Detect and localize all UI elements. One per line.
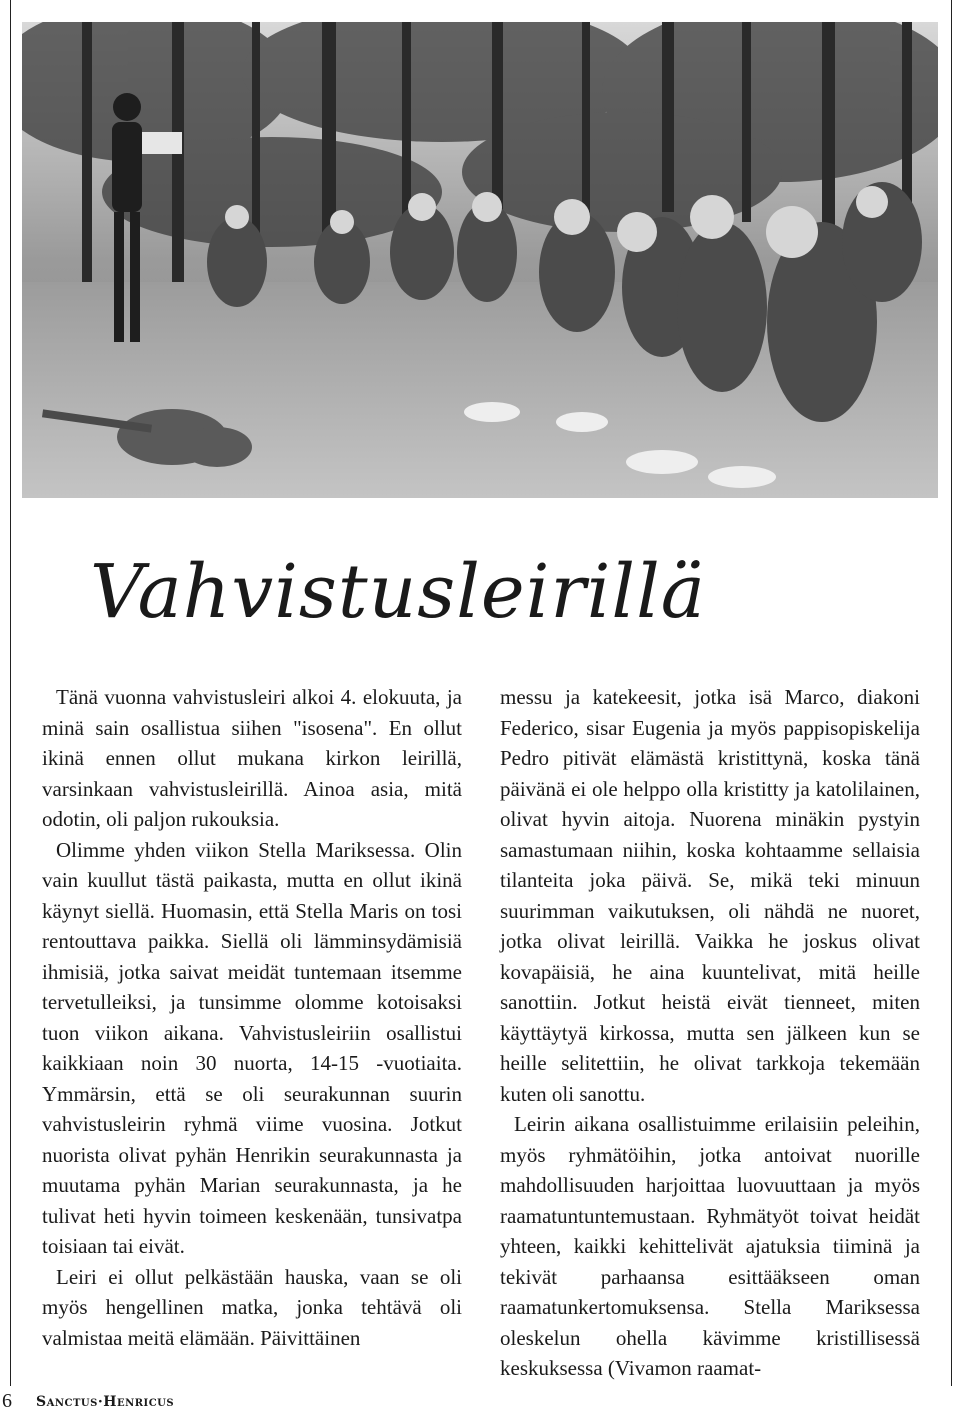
photo-forest-group-icon <box>22 22 938 498</box>
paragraph: Leiri ei ollut pelkästään hauska, vaan se oli myös hengellinen matka, jonka tehtävä oli valmistaa meitä elämään. Päivittäinen <box>42 1264 462 1350</box>
article-photo <box>22 22 938 498</box>
article-column-left <box>42 682 462 1353</box>
paragraph: Tänä vuonna vahvistusleiri alkoi 4. elokuuta, ja minä sain osallistua siihen "isosena". En ollut ikinä ennen ollut mukana kirkon leirillä, varsinkaan vahvistusleirillä. Ainoa asia, mitä odotin, oli paljon rukouksia. <box>42 685 462 831</box>
paragraph: Olimme yhden viikon Stella Mariksessa. Olin vain kuullut tästä paikasta, mutta en ollut ikinä käynyt siellä. Huomasin, että Stella Maris on tosi rentouttava paikka. Siellä oli lämminsydämisiä ihmisiä, jotka saivat meidät tuntemaan itsemme tervetulleiksi, ja tunsimme olomme kotoisaksi tuon viikon aikana. Vahvistusleiriin osallistui kaikkiaan noin 30 nuorta, 14-15 -vuotiaita. Ymmärsin, että se oli seurakunnan suurin vahvistusleirin ryhmä viime vuosina. Jotkut nuorista olivat pyhän Henrikin seurakunnasta ja muutama pyhän Marian seurakunnasta, ja he tulivat heti hyvin toimeen keskenään, tunsivatpa toisiaan tai eivät. <box>42 837 462 1258</box>
article-title: Vahvistusleirillä <box>90 549 706 635</box>
page-number: 6 <box>2 1390 12 1412</box>
paragraph: messu ja katekeesit, jotka isä Marco, diakoni Federico, sisar Eugenia ja myös pappisopiskelija Pedro pitivät elämästä kristittynä, koska tänä päivänä ei ole helppo olla kristitty ja katolilainen, olivat hyvin aitoja. Nuorena minäkin pystyin samastumaan niihin, koska kohtaamme sellaisia tilanteita joka päivä. Se, mikä teki minuun suurimman vaikutuksen, oli nähdä ne nuoret, jotka olivat leirillä. Vaikka he joskus olivat kovapäisiä, he aina kuuntelivat, mitä heille sanottiin. Jotkut heistä eivät tienneet, miten käyttäytyä kirkossa, mutta sen jälkeen kun se heille selitettiin, he olivat tarkkoja tekemään kuten oli sanottu. <box>500 685 920 1106</box>
magazine-name: Sanctus·Henricus <box>36 1394 175 1410</box>
article-column-right <box>500 682 920 1384</box>
paragraph: Leirin aikana osallistuimme erilaisiin peleihin, myös ryhmätöihin, jotka antoivat nuorille mahdollisuuden harjoittaa luovuuttaan ja myös raamatuntuntemustaan. Ryhmätyöt toivat heidät yhteen, kaikki kehittelivät ajatuksia tiiminä ja tekivät parhaansa esittääkseen oman raamatunkertomuksensa. Stella Mariksessa oleskelun ohella kävimme kristillisessä keskuksessa (Vivamon raamat- <box>500 1112 920 1380</box>
page-footer <box>0 1390 960 1413</box>
